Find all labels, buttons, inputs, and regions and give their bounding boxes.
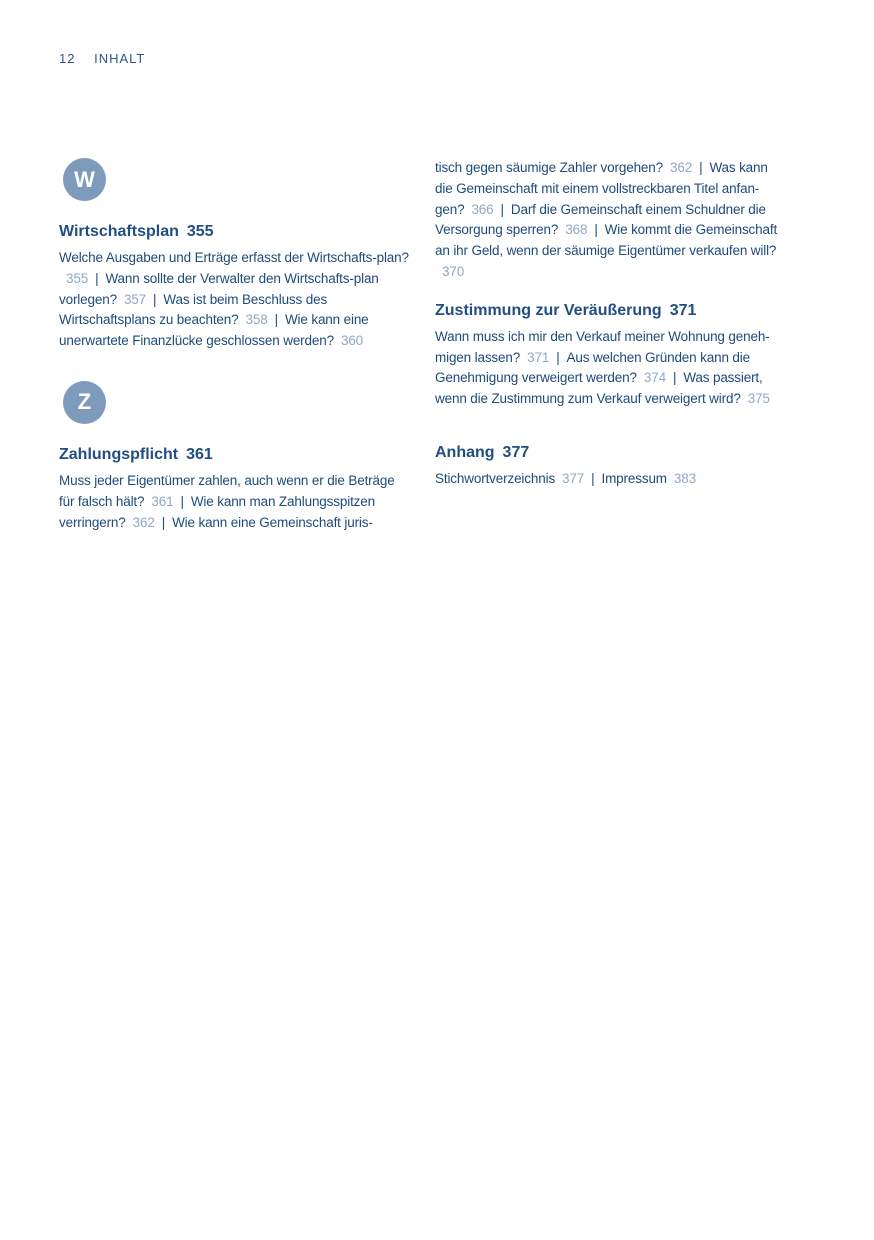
- chapter-title-zustimmung[interactable]: [435, 300, 785, 321]
- letter-badge-z: Z: [63, 381, 106, 424]
- toc-entry-impressum[interactable]: Impressum 383: [601, 470, 696, 486]
- continued-entries-zahlungspflicht: tisch gegen säumige Zahler vorgehen? 362 | Was kann die Gemeinschaft mit einem vollstreckbaren Titel anfan-gen? 366 | Darf die Gemeinschaft einem Schuldner die Versorgung sperren? 368 | Wie kommt die Gemeinschaft an ihr Geld, wenn der säumige Eigentümer verkaufen will?370: [435, 160, 778, 279]
- chapter-entries-zustimmung: Wann muss ich mir den Verkauf meiner Wohnung geneh-migen lassen? 371 | Aus welchen Gründen kann die Genehmigung verweigert werden? 374 | Was passiert, wenn die Zustimmung zum Verkauf verweigert wird? 375: [435, 328, 770, 407]
- toc-entry[interactable]: Wann muss ich mir den Verkauf meiner Wohnung geneh-migen lassen? 371: [435, 328, 770, 365]
- toc-entry[interactable]: Was passiert, wenn die Zustimmung zum Verkauf verweigert wird? 375: [435, 370, 770, 407]
- toc-entry[interactable]: Wann sollte der Verwalter den Wirtschafts-plan vorlegen? 357: [59, 270, 379, 307]
- toc-entry[interactable]: Welche Ausgaben und Erträge erfasst der Wirtschafts-plan?355: [59, 250, 409, 286]
- toc-entry[interactable]: Aus welchen Gründen kann die Genehmigung verweigert werden? 374: [435, 349, 750, 386]
- chapter-entries-anhang: Stichwortverzeichnis 377 | Impressum 383: [435, 470, 696, 486]
- chapter-title-text: Anhang: [435, 443, 495, 461]
- chapter-page: 355: [186, 223, 214, 240]
- toc-right-column: [435, 158, 785, 490]
- toc-entry[interactable]: Wie kann man Zahlungsspitzen verringern? 362: [59, 493, 375, 530]
- running-header: [59, 51, 145, 66]
- section-label: INHALT: [94, 51, 146, 66]
- chapter-page: 371: [669, 301, 697, 319]
- chapter-title-wirtschaftsplan[interactable]: [59, 221, 409, 242]
- toc-entry[interactable]: Was kann die Gemeinschaft mit einem vollstreckbaren Titel anfan-gen? 366: [435, 160, 768, 217]
- toc-entry[interactable]: Darf die Gemeinschaft einem Schuldner die Versorgung sperren? 368: [435, 201, 766, 238]
- chapter-title-zahlungspflicht[interactable]: [59, 444, 409, 465]
- toc-left-column: [59, 158, 409, 533]
- toc-entry[interactable]: Muss jeder Eigentümer zahlen, auch wenn er die Beträge für falsch hält? 361: [59, 472, 395, 509]
- chapter-title-text: Wirtschaftsplan: [59, 223, 179, 240]
- toc-entry-stichwortverzeichnis[interactable]: Stichwortverzeichnis 377: [435, 470, 585, 486]
- toc-entry[interactable]: Wie kann eine unerwartete Finanzlücke geschlossen werden? 360: [59, 312, 369, 349]
- chapter-page: 361: [186, 445, 213, 463]
- toc-entry[interactable]: Wie kann eine Gemeinschaft juris-: [172, 514, 373, 530]
- toc-entry[interactable]: Was ist beim Beschluss des Wirtschaftsplans zu beachten? 358: [59, 291, 328, 328]
- chapter-entries-zahlungspflicht: Muss jeder Eigentümer zahlen, auch wenn er die Beträge für falsch hält? 361 | Wie kann man Zahlungsspitzen verringern? 362 | Wie kann eine Gemeinschaft juris-: [59, 472, 395, 530]
- toc-entry[interactable]: tisch gegen säumige Zahler vorgehen? 362: [435, 160, 693, 175]
- letter-badge-w: W: [63, 158, 106, 201]
- chapter-title-anhang[interactable]: [435, 442, 785, 463]
- chapter-title-text: Zustimmung zur Veräußerung: [435, 301, 662, 319]
- chapter-page: 377: [502, 443, 530, 461]
- chapter-entries-wirtschaftsplan: Welche Ausgaben und Erträge erfasst der Wirtschafts-plan?355 | Wann sollte der Verwalter den Wirtschafts-plan vorlegen? 357 | Was ist beim Beschluss des Wirtschaftsplans zu beachten? 358 | Wie kann eine unerwartete Finanzlücke geschlossen werden? 360: [59, 250, 409, 349]
- toc-entry[interactable]: Wie kommt die Gemeinschaft an ihr Geld, wenn der säumige Eigentümer verkaufen will?370: [435, 222, 778, 279]
- chapter-title-text: Zahlungspflicht: [59, 445, 179, 463]
- page-number: 12: [59, 51, 76, 66]
